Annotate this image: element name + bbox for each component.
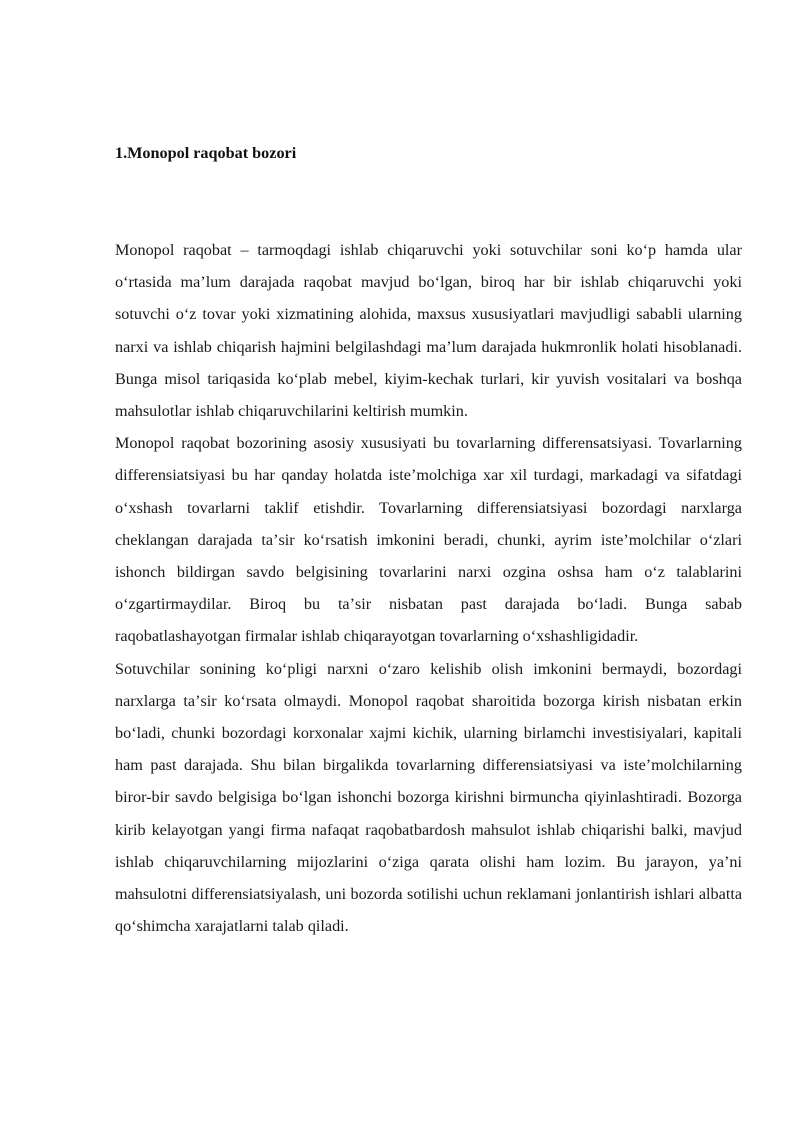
document-body	[115, 234, 742, 942]
paragraph-definition: Monopol raqobat – tarmoqdagi ishlab chiqaruvchi yoki sotuvchilar soni koʻp hamda ular oʻrtasida maʼlum darajada raqobat mavjud boʻlgan, biroq har bir ishlab chiqaruvchi yoki sotuvchi oʻz tovar yoki xizmatining alohida, maxsus xususiyatlari mavjudligi sababli ularning narxi va ishlab chiqarish hajmini belgilashdagi maʼlum darajada hukmronlik holati hisoblanadi. Bunga misol tariqasida koʻplab mebel, kiyim-kechak turlari, kir yuvish vositalari va boshqa mahsulotlar ishlab chiqaruvchilarini keltirish mumkin.	[115, 241, 742, 421]
paragraph-market-entry: Sotuvchilar sonining koʻpligi narxni oʻzaro kelishib olish imkonini bermaydi, bozordagi narxlarga taʼsir koʻrsata olmaydi. Monopol raqobat sharoitida bozorga kirish nisbatan erkin boʻladi, chunki bozordagi korxonalar xajmi kichik, ularning birlamchi investisiyalari, kapitali ham past darajada. Shu bilan birgalikda tovarlarning differensiatsiyasi va isteʼmolchilarning biror-bir savdo belgisiga boʻlgan ishonchi bozorga kirishni birmuncha qiyinlashtiradi. Bozorga kirib kelayotgan yangi firma nafaqat raqobatbardosh mahsulot ishlab chiqarishi balki, mavjud ishlab chiqaruvchilarning mijozlarini oʻziga qarata olishi ham lozim. Bu jarayon, yaʼni mahsulotni differensiatsiyalash, uni bozorda sotilishi uchun reklamani jonlantirish ishlari albatta qoʻshimcha xarajatlarni talab qiladi.	[115, 659, 742, 936]
section-heading: 1.Monopol raqobat bozori	[115, 144, 297, 162]
paragraph-differentiation: Monopol raqobat bozorining asosiy xususiyati bu tovarlarning differensatsiyasi. Tovarlarning differensiatsiyasi bu har qanday holatda isteʼmolchiga xar xil turdagi, markadagi va sifatdagi oʻxshash tovarlarni taklif etishdir. Tovarlarning differensiatsiyasi bozordagi narxlarga cheklangan darajada taʼsir koʻrsatish imkonini beradi, chunki, ayrim isteʼmolchilar oʻzlari ishonch bildirgan savdo belgisining tovarlarini narxi ozgina oshsa ham oʻz talablarini oʻzgartirmaydilar. Biroq bu taʼsir nisbatan past darajada boʻladi. Bunga sabab raqobatlashayotgan firmalar ishlab chiqarayotgan tovarlarning oʻxshashligidadir.	[115, 434, 742, 646]
